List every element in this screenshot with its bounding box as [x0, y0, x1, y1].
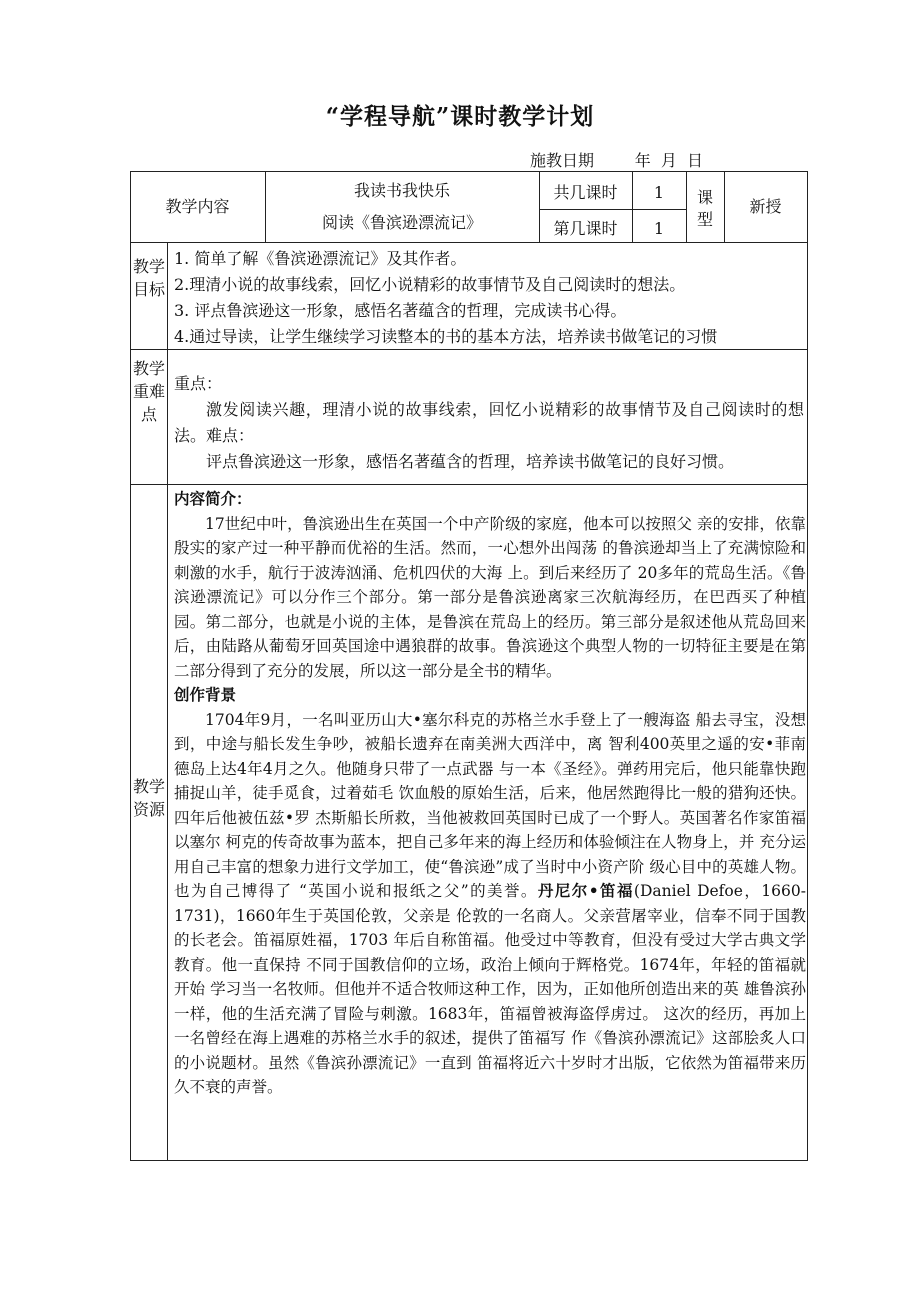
content-label: 教学内容	[165, 197, 230, 216]
resources-label: 教学资源	[132, 777, 165, 819]
goal-item: 1. 简单了解《鲁滨逊漂流记》及其作者。	[174, 249, 467, 268]
intro-text: 17世纪中叶，鲁滨逊出生在英国一个中产阶级的家庭，他本可以按照父 亲的安排，依靠殷实的家产过一种平静而优裕的生活。然而，一心想外出闯荡 的鲁滨逊却当上了充满惊险和刺激的水手，航行于波涛汹涌、危机四伏的大海 上。到后来经历了 20多年的荒岛生活。《鲁滨逊漂流记》可以分作三个部分。第一部分是鲁滨逊离家三次航海经历，在巴西买了种植园。第二部分，也就是小说的主体，是鲁滨在荒岛上的经历。第三部分是叙述他从荒岛回来后，由陆路从葡萄牙回英国途中遇狼群的故事。鲁滨逊这个典型人物的一切特征主要是在第二部分得到了充分的发展，所以这一部分是全书的精华。	[174, 514, 806, 680]
key-points-body	[174, 371, 804, 475]
topic-line2: 阅读《鲁滨逊漂流记》	[321, 213, 482, 232]
goal-item: 4.通过导读，让学生继续学习读整本的书的基本方法，培养读书做笔记的习惯	[174, 327, 718, 346]
nth-period-label: 第几课时	[553, 219, 618, 238]
background-text	[174, 708, 806, 1100]
key-points-text2: 评点鲁滨逊这一形象，感悟名著蕴含的哲理，培养读书做笔记的良好习惯。	[206, 452, 735, 471]
lesson-plan-table	[130, 171, 808, 1161]
goals-label: 教学目标	[132, 257, 165, 299]
nth-period-value: 1	[653, 219, 665, 238]
goal-item: 2.理清小说的故事线索，回忆小说精彩的故事情节及自己阅读时的想法。	[174, 275, 686, 294]
lesson-type-value: 新授	[749, 197, 782, 216]
resources-body	[174, 487, 806, 1100]
author-name: 丹尼尔•笛福	[537, 881, 634, 900]
background-sentences: 1704年9月，一名叫亚历山大•塞尔科克的苏格兰水手登上了一艘海盗 船去寻宝，没想到，中途与船长发生争吵，被船长遗弃在南美洲大西洋中，离 智利400英里之遥的安•菲南德岛上达4年4月之久。他随身只带了一点武器 与一本《圣经》。弹药用完后，他只能靠快跑捕捉山羊，徒手觅食，过着茹毛 饮血般的原始生活，后来，他居然跑得比一般的猎狗还快。四年后他被伍兹•罗 杰斯船长所救，当他被救回英国时已成了一个野人。英国著名作家笛福以塞尔 柯克的传奇故事为蓝本，把自己多年来的海上经历和体验倾注在人物身上，并 充分运用自己丰富的想象力进行文学加工，使“鲁滨逊”成了当时中小资产阶 级心目中的英雄人物。也为自己博得了 “英国小说和报纸之父”的美誉。	[174, 710, 806, 900]
background-heading: 创作背景	[174, 685, 237, 704]
goal-item: 3. 评点鲁滨逊这一形象，感悟名著蕴含的哲理，完成读书心得。	[174, 301, 627, 320]
author-bio: (Daniel Defoe，1660-1731)，1660年生于英国伦敦，父亲是 伦敦的一名商人。父亲营屠宰业，信奉不同于国教的长老会。笛福原姓福，1703 年后自称笛福。他受过中等教育，但没有受过大学古典文学教育。他一直保持 不同于国教信仰的立场，政治上倾向于辉格党。1674年，年轻的笛福就开始 学习当一名牧师。但他并不适合牧师这种工作，因为，正如他所创造出来的英 雄鲁滨孙一样，他的生活充满了冒险与刺激。1683年，笛福曾被海盗俘虏过。 这次的经历，再加上一名曾经在海上遇难的苏格兰水手的叙述，提供了笛福写 作《鲁滨孙漂流记》这部脍炙人口的小说题材。虽然《鲁滨孙漂流记》一直到 笛福将近六十岁时才出版，它依然为笛福带来历久不衰的声誉。	[174, 882, 806, 1096]
teaching-date: 施教日期 年 月 日	[530, 151, 704, 170]
key-points-text1: 激发阅读兴趣，理清小说的故事线索，回忆小说精彩的故事情节及自己阅读时的想法。难点：	[174, 400, 804, 445]
intro-heading: 内容简介：	[174, 489, 252, 508]
key-points-label: 教学重难点	[132, 359, 165, 424]
document-title: “学程导航”课时教学计划	[325, 103, 595, 130]
total-periods-label: 共几课时	[553, 183, 618, 202]
goals-list	[174, 246, 806, 350]
topic-line1: 我读书我快乐	[353, 181, 450, 200]
lesson-type-label: 课型	[696, 188, 713, 229]
total-periods-value: 1	[653, 183, 665, 202]
key-points-heading: 重点：	[174, 374, 223, 393]
